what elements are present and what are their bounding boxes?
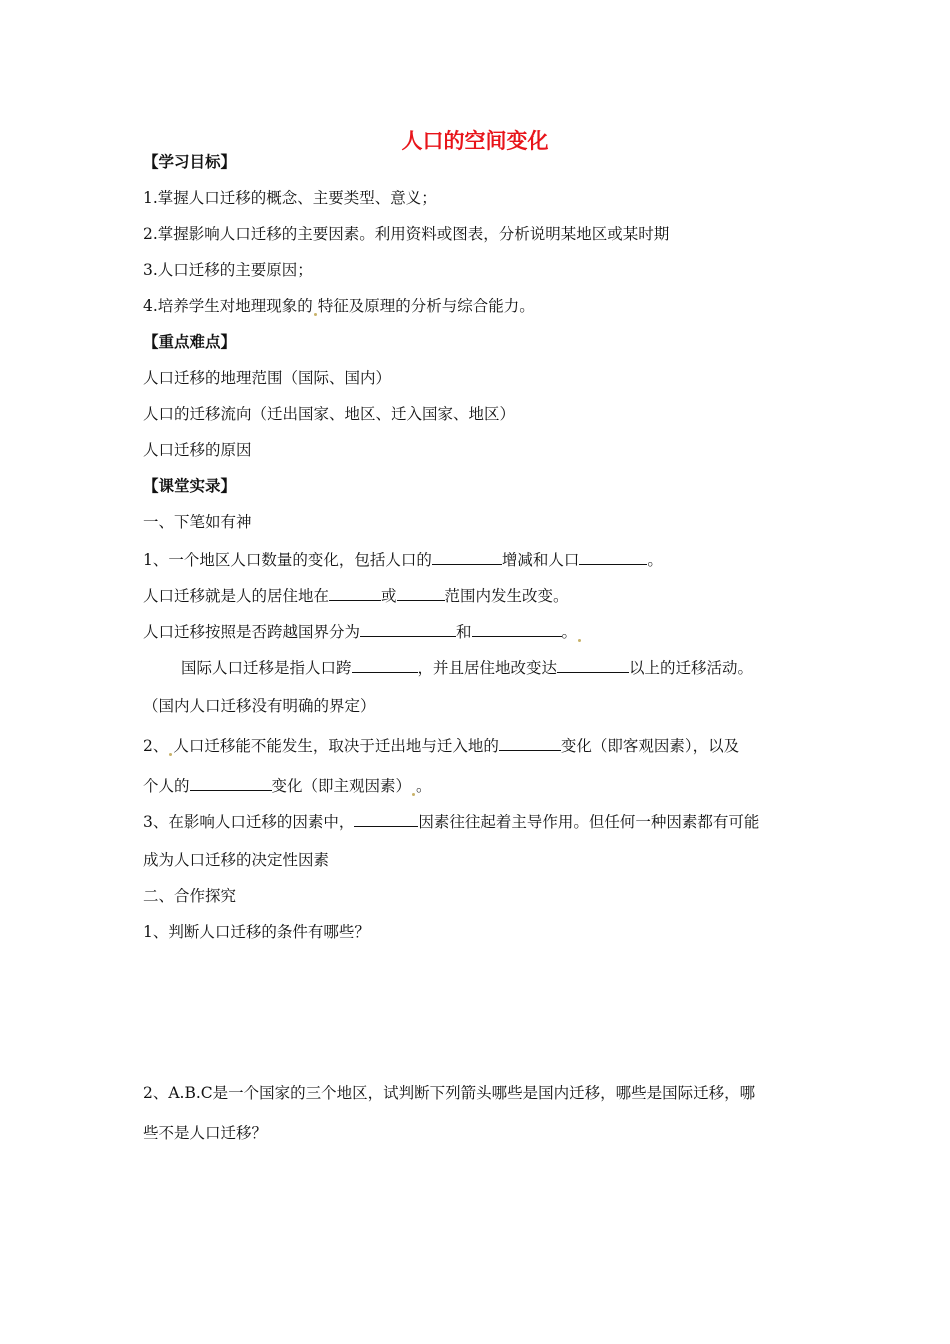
section-heading-class: 【课堂实录】	[143, 477, 237, 495]
answer-blank[interactable]	[360, 620, 456, 637]
answer-blank[interactable]	[579, 548, 647, 565]
question-2-number: 2、	[143, 737, 169, 755]
answer-blank[interactable]	[499, 734, 561, 751]
page-title: 人口的空间变化	[401, 129, 549, 153]
question-1-text-c: 。	[647, 551, 663, 569]
question-2-text-b: 变化（即客观因素），以及	[560, 737, 740, 755]
question-1-2	[143, 584, 569, 606]
question-1-4-text-b: ，并且居住地改变达	[417, 659, 558, 677]
question-2-2-text-b: 变化（即主观因素）	[271, 777, 412, 795]
question-1-2-text-a: 人口迁移就是人的居住地在	[143, 587, 330, 605]
goal-item-4-part-a: 4.培养学生对地理现象的	[143, 297, 313, 315]
question-1-4	[181, 656, 753, 678]
part2-question-2-line-2: 些不是人口迁移？	[143, 1124, 268, 1142]
question-1-text-b: 增减和人口	[501, 551, 580, 569]
question-1-3-text-c: 。	[561, 623, 578, 641]
goal-item-4	[143, 296, 535, 316]
question-1-4-text-a: 国际人口迁移是指人口跨	[181, 659, 352, 677]
answer-blank[interactable]	[354, 810, 418, 827]
goal-item-3: 3.人口迁移的主要原因；	[143, 261, 313, 279]
answer-blank[interactable]	[432, 548, 502, 565]
question-2-2	[143, 774, 432, 796]
question-2	[143, 734, 739, 756]
key-point-2: 人口的迁移流向（迁出国家、地区、迁入国家、地区）	[143, 405, 516, 423]
key-point-1: 人口迁移的地理范围（国际、国内）	[143, 369, 392, 387]
section-heading-goals: 【学习目标】	[143, 153, 237, 171]
goal-item-1: 1.掌握人口迁移的概念、主要类型、意义；	[143, 189, 437, 207]
question-1-note: （国内人口迁移没有明确的界定）	[143, 697, 376, 715]
question-1-3	[143, 620, 582, 642]
answer-blank[interactable]	[190, 774, 272, 791]
question-2-2-text-a: 个人的	[143, 777, 190, 795]
goal-item-4-part-b: 特征及原理的分析与综合能力。	[317, 297, 535, 315]
question-1	[143, 548, 663, 570]
part1-heading: 一、下笔如有神	[143, 513, 252, 531]
key-point-3: 人口迁移的原因	[143, 441, 252, 459]
question-3-text-b: 因素往往起着主导作用。但任何一种因素都有可能	[418, 813, 760, 831]
goal-item-2: 2.掌握影响人口迁移的主要因素。利用资料或图表，分析说明某地区或某时期	[143, 225, 670, 243]
part2-question-2-line-1: 2、A.B.C是一个国家的三个地区，试判断下列箭头哪些是国内迁移，哪些是国际迁移，哪	[143, 1084, 756, 1102]
answer-blank[interactable]	[557, 656, 629, 673]
stray-dot	[314, 313, 317, 316]
answer-blank[interactable]	[472, 620, 562, 637]
question-1-3-text-b: 和	[456, 623, 472, 641]
question-1-2-text-b: 或	[381, 587, 397, 605]
question-1-2-text-c: 范围内发生改变。	[444, 587, 569, 605]
question-1-3-text-a: 人口迁移按照是否跨越国界分为	[143, 623, 361, 641]
part2-heading: 二、合作探究	[143, 887, 237, 905]
stray-dot	[169, 753, 172, 756]
question-3	[143, 810, 759, 832]
part2-question-1: 1、判断人口迁移的条件有哪些？	[143, 923, 370, 941]
stray-dot	[578, 639, 581, 642]
answer-blank[interactable]	[397, 584, 445, 601]
question-2-2-text-c: 。	[416, 777, 432, 795]
answer-blank[interactable]	[329, 584, 381, 601]
section-heading-key: 【重点难点】	[143, 333, 237, 351]
question-3-2: 成为人口迁移的决定性因素	[143, 851, 330, 869]
question-1-4-text-c: 以上的迁移活动。	[629, 659, 754, 677]
question-2-text-a: 人口迁移能不能发生，取决于迁出地与迁入地的	[173, 737, 499, 755]
stray-dot	[412, 793, 415, 796]
question-3-text-a: 3、在影响人口迁移的因素中，	[143, 813, 355, 831]
question-1-text-a: 1、一个地区人口数量的变化，包括人口的	[143, 551, 432, 569]
answer-blank[interactable]	[352, 656, 418, 673]
